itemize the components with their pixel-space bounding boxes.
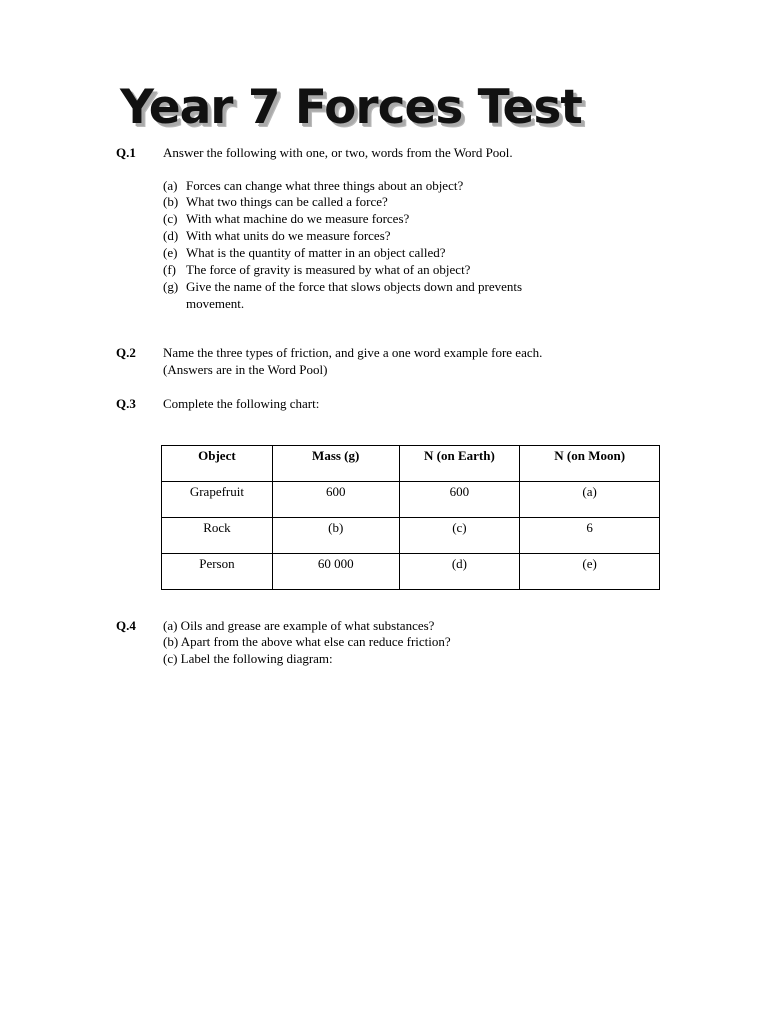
q1-item-label: (e) — [163, 245, 178, 260]
table-header-row — [162, 446, 660, 482]
q1-item-label: (d) — [163, 228, 179, 243]
table-row — [162, 554, 660, 590]
question-number-q1: Q.1 — [116, 145, 136, 160]
q4-item-c: (c) Label the following diagram: — [163, 651, 333, 666]
table-cell: 6 — [520, 518, 660, 554]
q1-item-text: What is the quantity of matter in an object called? — [186, 245, 446, 260]
q1-item-label: (b) — [163, 194, 179, 209]
q4-item-a: (a) Oils and grease are example of what substances? — [163, 618, 435, 633]
q1-item-text: Forces can change what three things about an object? — [186, 178, 464, 193]
column-header-n-earth: N (on Earth) — [399, 446, 520, 482]
table-cell: Person — [162, 554, 273, 590]
q1-item-label: (g) — [163, 279, 179, 294]
page-title: Year 7 Forces Test — [120, 80, 582, 135]
table-cell: 600 — [272, 482, 399, 518]
q1-item-text: With what units do we measure forces? — [186, 228, 391, 243]
table-cell: (d) — [399, 554, 520, 590]
q1-item-text: What two things can be called a force? — [186, 194, 388, 209]
q4-item-b: (b) Apart from the above what else can reduce friction? — [163, 634, 451, 649]
q1-item-label: (a) — [163, 178, 178, 193]
question-number-q3: Q.3 — [116, 396, 136, 411]
q3-instruction: Complete the following chart: — [163, 396, 320, 411]
table-cell: 60 000 — [272, 554, 399, 590]
column-header-n-moon: N (on Moon) — [520, 446, 660, 482]
q1-item-text: Give the name of the force that slows objects down and prevents — [186, 279, 523, 294]
table-cell: Rock — [162, 518, 273, 554]
column-header-mass: Mass (g) — [272, 446, 399, 482]
q1-item-label: (f) — [163, 262, 176, 277]
table-cell: (b) — [272, 518, 399, 554]
q2-hint: (Answers are in the Word Pool) — [163, 362, 328, 377]
table-row — [162, 482, 660, 518]
q1-item-label: (c) — [163, 211, 178, 226]
forces-chart-table — [161, 445, 660, 590]
q1-instruction: Answer the following with one, or two, words from the Word Pool. — [163, 145, 513, 160]
q2-instruction: Name the three types of friction, and give a one word example fore each. — [163, 345, 543, 360]
question-number-q4: Q.4 — [116, 618, 136, 633]
table-cell: Grapefruit — [162, 482, 273, 518]
question-number-q2: Q.2 — [116, 345, 136, 360]
table-cell: (a) — [520, 482, 660, 518]
q1-item-text: movement. — [186, 296, 245, 311]
table-row — [162, 518, 660, 554]
q1-item-text: With what machine do we measure forces? — [186, 211, 410, 226]
column-header-object: Object — [162, 446, 273, 482]
table-cell: 600 — [399, 482, 520, 518]
table-cell: (c) — [399, 518, 520, 554]
q1-item-text: The force of gravity is measured by what of an object? — [186, 262, 471, 277]
table-cell: (e) — [520, 554, 660, 590]
